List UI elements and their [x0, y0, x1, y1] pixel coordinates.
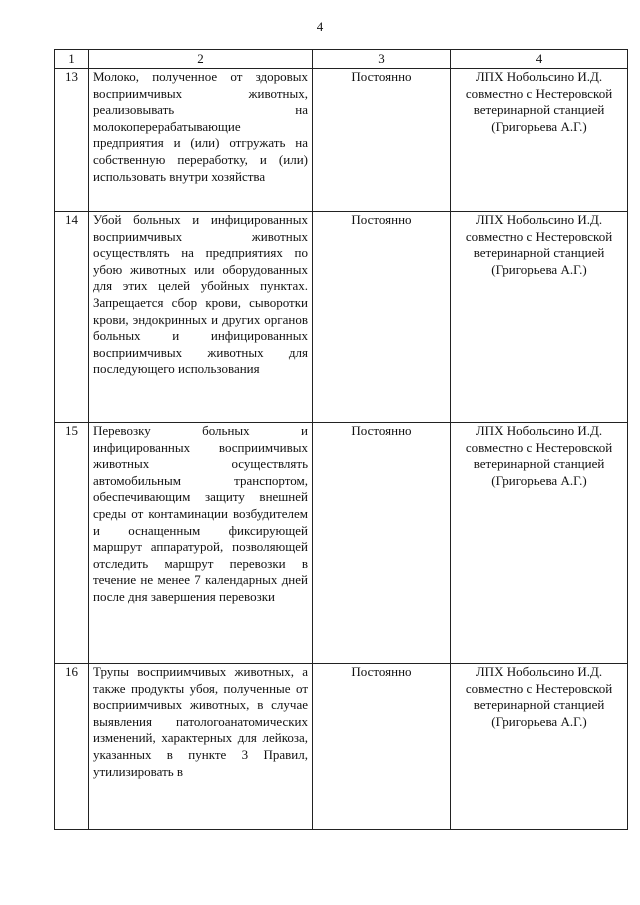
measure-description: Убой больных и инфицированных восприимчивых животных осуществлять на предприятиях по убою животных или оборудованных для этих целей убойных пунктах. Запрещается сбор крови, сыворотки крови, эндокринных и других органов больных и инфицированных восприимчивых животных для последующего использования: [89, 212, 313, 423]
header-col-2: 2: [89, 50, 313, 69]
table-row: [55, 69, 628, 212]
table-header-row: [55, 50, 628, 69]
table-row: [55, 664, 628, 830]
responsible-party: ЛПХ Нобольсино И.Д. совместно с Нестеровской ветеринарной станцией (Григорьева А.Г.): [451, 423, 628, 664]
measures-table: [54, 49, 628, 830]
table-row: [55, 212, 628, 423]
responsible-party: ЛПХ Нобольсино И.Д. совместно с Нестеровской ветеринарной станцией (Григорьева А.Г.): [451, 69, 628, 212]
measure-term: Постоянно: [313, 664, 451, 830]
row-number: 14: [55, 212, 89, 423]
responsible-party: ЛПХ Нобольсино И.Д. совместно с Нестеровской ветеринарной станцией (Григорьева А.Г.): [451, 664, 628, 830]
header-col-1: 1: [55, 50, 89, 69]
measure-description: Молоко, полученное от здоровых восприимчивых животных, реализовывать на молокоперерабатывающие предприятия и (или) отгружать на собственную переработку, и (или) использовать внутри хозяйства: [89, 69, 313, 212]
responsible-party: ЛПХ Нобольсино И.Д. совместно с Нестеровской ветеринарной станцией (Григорьева А.Г.): [451, 212, 628, 423]
measure-term: Постоянно: [313, 212, 451, 423]
page-number: 4: [316, 19, 324, 34]
measure-description: Перевозку больных и инфицированных восприимчивых животных осуществлять автомобильным транспортом, обеспечивающим защиту внешней среды от контаминации возбудителем и оснащенным фиксирующей маршрут аппаратурой, позволяющей отследить маршрут перевозки в течение не менее 7 календарных дней после дня завершения перевозки: [89, 423, 313, 664]
row-number: 13: [55, 69, 89, 212]
table-row: [55, 423, 628, 664]
measure-term: Постоянно: [313, 69, 451, 212]
measure-term: Постоянно: [313, 423, 451, 664]
measure-description: Трупы восприимчивых животных, а также продукты убоя, полученные от восприимчивых животных, в случае выявления патологоанатомических изменений, характерных для лейкоза, указанных в пункте 3 Правил, утилизировать в: [89, 664, 313, 830]
row-number: 16: [55, 664, 89, 830]
row-number: 15: [55, 423, 89, 664]
header-col-4: 4: [451, 50, 628, 69]
header-col-3: 3: [313, 50, 451, 69]
